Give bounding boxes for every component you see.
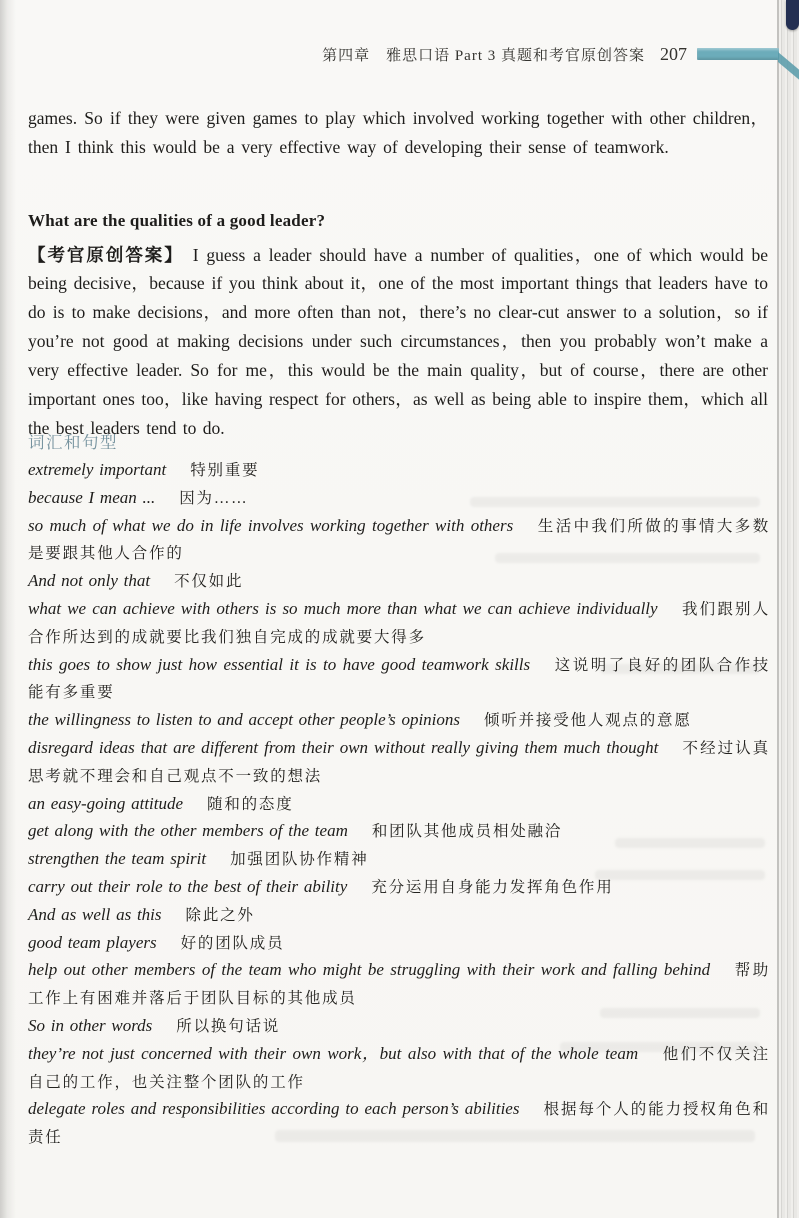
vocab-chinese: 不仅如此 — [174, 573, 244, 591]
vocab-item — [28, 652, 770, 708]
bleed-through-artifact — [275, 1130, 755, 1142]
answer-label: 【考官原创答案】 — [28, 244, 184, 265]
bleed-through-artifact — [600, 1008, 760, 1018]
vocab-chinese: 倾听并接受他人观点的意愿 — [484, 712, 692, 730]
bleed-through-artifact — [600, 664, 760, 674]
bleed-through-artifact — [615, 838, 765, 848]
vocab-english: strengthen the team spirit — [28, 849, 207, 869]
vocab-english: And as well as this — [28, 904, 162, 924]
navy-bookmark-tab — [786, 0, 799, 30]
vocab-chinese: 他们不仅关注自己的工作，也关注整个团队的工作 — [28, 1045, 770, 1091]
vocab-item — [28, 707, 770, 735]
bleed-through-artifact — [560, 1042, 760, 1052]
page-header — [322, 44, 687, 65]
chapter-label: 第四章 — [322, 48, 371, 64]
vocab-chinese: 随和的态度 — [207, 795, 294, 813]
vocab-chinese: 因为…… — [179, 489, 249, 507]
vocab-chinese: 充分运用自身能力发挥角色作用 — [371, 878, 614, 896]
vocab-chinese: 加强团队协作精神 — [230, 851, 369, 869]
vocab-chinese: 帮助工作上有困难并落后于团队目标的其他成员 — [28, 962, 770, 1008]
vocab-english: disregard ideas that are different from their own without really giving them much thought — [28, 737, 659, 757]
bleed-through-artifact — [595, 870, 765, 880]
vocab-item — [28, 1096, 770, 1152]
vocab-english: extremely important — [28, 460, 167, 479]
vocab-english: this goes to show just how essential it is to have good teamwork skills — [28, 654, 531, 674]
teal-header-bar — [697, 48, 779, 60]
vocab-english: get along with the other members of the team — [28, 821, 348, 841]
vocab-item — [28, 902, 770, 930]
answer-paragraph — [28, 241, 768, 443]
vocab-chinese: 除此之外 — [185, 906, 255, 924]
bleed-through-artifact — [495, 553, 760, 563]
vocab-section-title: 词汇和句型 — [28, 433, 118, 452]
vocab-english: carry out their role to the best of their ability — [28, 876, 348, 896]
vocab-english: an easy-going attitude — [28, 793, 184, 813]
vocab-chinese: 根据每个人的能力授权角色和责任 — [28, 1101, 770, 1147]
bleed-through-artifact — [470, 497, 760, 507]
header-title: 雅思口语 Part 3 真题和考官原创答案 — [386, 48, 645, 64]
vocab-item — [28, 930, 770, 958]
vocab-english: And not only that — [28, 571, 151, 591]
vocab-english: delegate roles and responsibilities according to each person’s abilities — [28, 1099, 520, 1119]
page-number: 207 — [660, 44, 687, 64]
vocab-chinese: 生活中我们所做的事情大多数是要跟其他人合作的 — [28, 517, 771, 563]
vocab-chinese: 所以换句话说 — [176, 1017, 281, 1035]
vocab-english: because I mean ... — [28, 487, 156, 507]
vocab-chinese: 和团队其他成员相处融洽 — [371, 823, 563, 841]
vocab-english: So in other words — [28, 1015, 153, 1035]
vocab-item — [28, 457, 770, 485]
vocab-english: they’re not just concerned with their own work，but also with that of the whole team — [28, 1043, 639, 1063]
vocab-item — [28, 791, 770, 819]
vocab-english: what we can achieve with others is so much more than what we can achieve individually — [28, 598, 658, 618]
vocab-chinese: 我们跟别人合作所达到的成就要比我们独自完成的成就要大得多 — [28, 600, 770, 646]
answer-text: I guess a leader should have a number of qualities，one of which would be being decisive，because if you think about it，one of the most important things that leaders have to do is to make decisions，and more often than not，there’s no clear-cut answer to a solution，so if you’re not good at making decisions under such circumstances，then you probably won’t make a very effective leader. So for me，this would be the main quality，but of course，there are other important ones too，like having respect for others，as well as being able to inspire them，which all the best leaders tend to do. — [28, 244, 768, 438]
vocab-item — [28, 596, 770, 652]
vocab-item — [28, 735, 770, 791]
left-page-shadow — [0, 0, 16, 1218]
vocab-chinese: 特别重要 — [190, 462, 260, 479]
vocab-english: help out other members of the team who might be struggling with their work and falling behind — [28, 960, 711, 980]
question-heading: What are the qualities of a good leader? — [28, 211, 326, 230]
right-page-edge-stack — [777, 0, 799, 1218]
vocab-chinese: 好的团队成员 — [180, 934, 285, 952]
vocab-english: so much of what we do in life involves working together with others — [28, 515, 514, 535]
vocab-item — [28, 957, 770, 1013]
vocab-english: the willingness to listen to and accept other people’s opinions — [28, 710, 461, 730]
vocab-chinese: 不经过认真思考就不理会和自己观点不一致的想法 — [28, 739, 770, 785]
vocab-english: good team players — [28, 932, 157, 952]
intro-paragraph: games. So if they were given games to play which involved working together with other children，then I think this would be a very effective way of developing their sense of teamwork. — [28, 107, 768, 157]
vocab-item — [28, 568, 770, 596]
vocab-chinese: 这说明了良好的团队合作技能有多重要 — [28, 656, 770, 702]
